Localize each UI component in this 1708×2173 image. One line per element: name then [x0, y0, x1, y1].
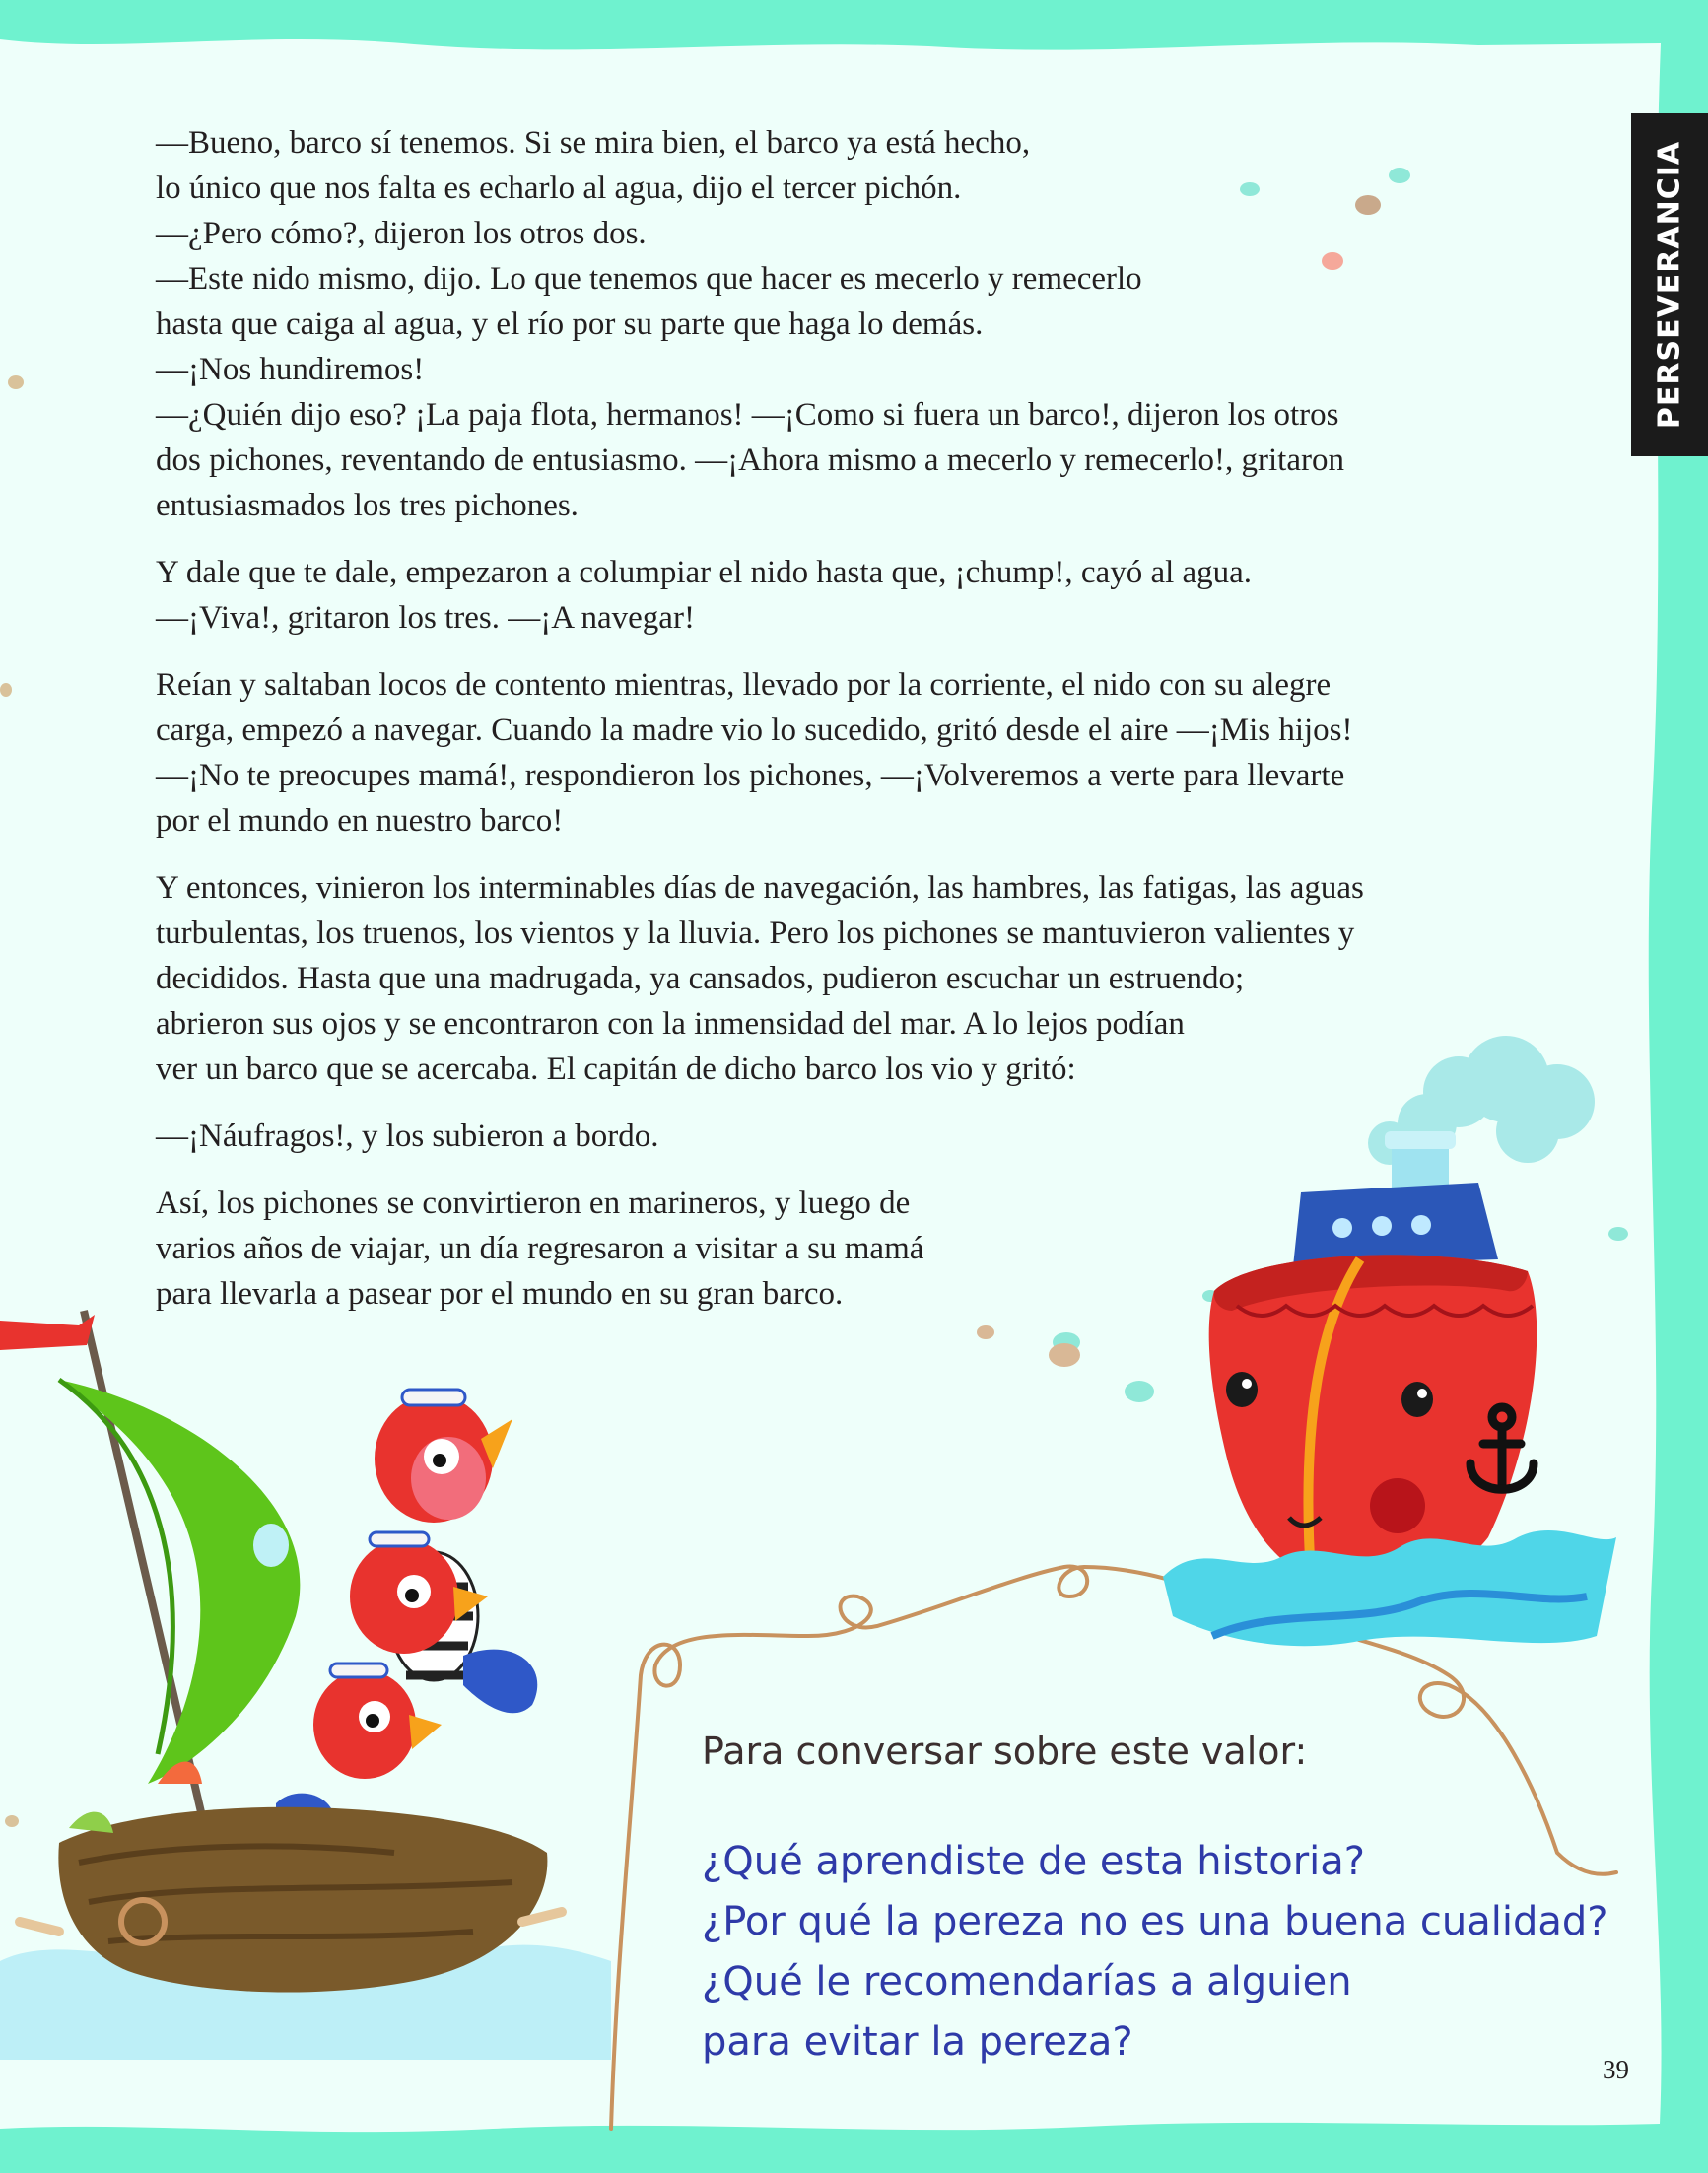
story-line: Y dale que te dale, empezaron a columpiar el nido hasta que, ¡chump!, cayó al agua.	[156, 555, 1253, 590]
question-item: ¿Qué aprendiste de esta historia?	[702, 1839, 1366, 1884]
story-line: turbulentas, los truenos, los vientos y la lluvia. Pero los pichones se mantuvieron valientes y	[156, 916, 1355, 951]
story-line: carga, empezó a navegar. Cuando la madre vio lo sucedido, gritó desde el aire —¡Mis hijos!	[156, 713, 1353, 748]
story-line: ver un barco que se acercaba. El capitán de dicho barco los vio y gritó:	[156, 1052, 1076, 1087]
story-line: —Este nido mismo, dijo. Lo que tenemos que hacer es mecerlo y remecerlo	[156, 261, 1142, 297]
story-line: —¡Nos hundiremos!	[156, 352, 425, 387]
story-line: abrieron sus ojos y se encontraron con la inmensidad del mar. A lo lejos podían	[156, 1006, 1185, 1042]
story-line: Así, los pichones se convirtieron en marineros, y luego de	[156, 1186, 911, 1221]
story-line: —Bueno, barco sí tenemos. Si se mira bien, el barco ya está hecho,	[156, 125, 1031, 161]
story-line: lo único que nos falta es echarlo al agua, dijo el tercer pichón.	[156, 170, 962, 206]
question-item: para evitar la pereza?	[702, 2019, 1133, 2065]
story-line: por el mundo en nuestro barco!	[156, 803, 564, 839]
three-sailor-birds-icon	[276, 1390, 537, 1838]
story-line: —¿Pero cómo?, dijeron los otros dos.	[156, 216, 647, 251]
story-line: Reían y saltaban locos de contento mientras, llevado por la corriente, el nido con su alegre	[156, 667, 1332, 703]
side-tab-label: PERSEVERANCIA	[1652, 140, 1687, 430]
question-list	[702, 1832, 1608, 2072]
question-item: ¿Por qué la pereza no es una buena cualidad?	[702, 1899, 1608, 1944]
story-line: decididos. Hasta que una madrugada, ya cansados, pudieron escuchar un estruendo;	[156, 961, 1245, 996]
story-line: —¿Quién dijo eso? ¡La paja flota, hermanos! —¡Como si fuera un barco!, dijeron los otros	[156, 397, 1339, 433]
story-line: —¡No te preocupes mamá!, respondieron los pichones, —¡Volveremos a verte para llevarte	[156, 758, 1345, 793]
story-line: varios años de viajar, un día regresaron a visitar a su mamá	[156, 1231, 924, 1266]
story-line: dos pichones, reventando de entusiasmo. —¡Ahora mismo a mecerlo y remecerlo!, gritaron	[156, 442, 1344, 478]
story-line: —¡Viva!, gritaron los tres. —¡A navegar!	[156, 600, 695, 636]
red-cartoon-ship-icon	[1064, 1025, 1616, 1656]
story-line: entusiasmados los tres pichones.	[156, 488, 579, 523]
question-item: ¿Qué le recomendarías a alguien	[702, 1959, 1352, 2004]
discussion-section	[702, 1730, 1608, 2072]
story-line: hasta que caiga al agua, y el río por su parte que haga lo demás.	[156, 306, 984, 342]
bird-nest-boat-icon	[0, 1291, 611, 2060]
page-number: 39	[1603, 2055, 1629, 2084]
discussion-heading: Para conversar sobre este valor:	[702, 1730, 1308, 1773]
story-line: —¡Náufragos!, y los subieron a bordo.	[156, 1119, 659, 1154]
leaf-sail-icon	[59, 1380, 300, 1784]
story-line: Y entonces, vinieron los interminables días de navegación, las hambres, las fatigas, las aguas	[156, 870, 1364, 906]
story-line: para llevarla a pasear por el mundo en su gran barco.	[156, 1276, 844, 1312]
